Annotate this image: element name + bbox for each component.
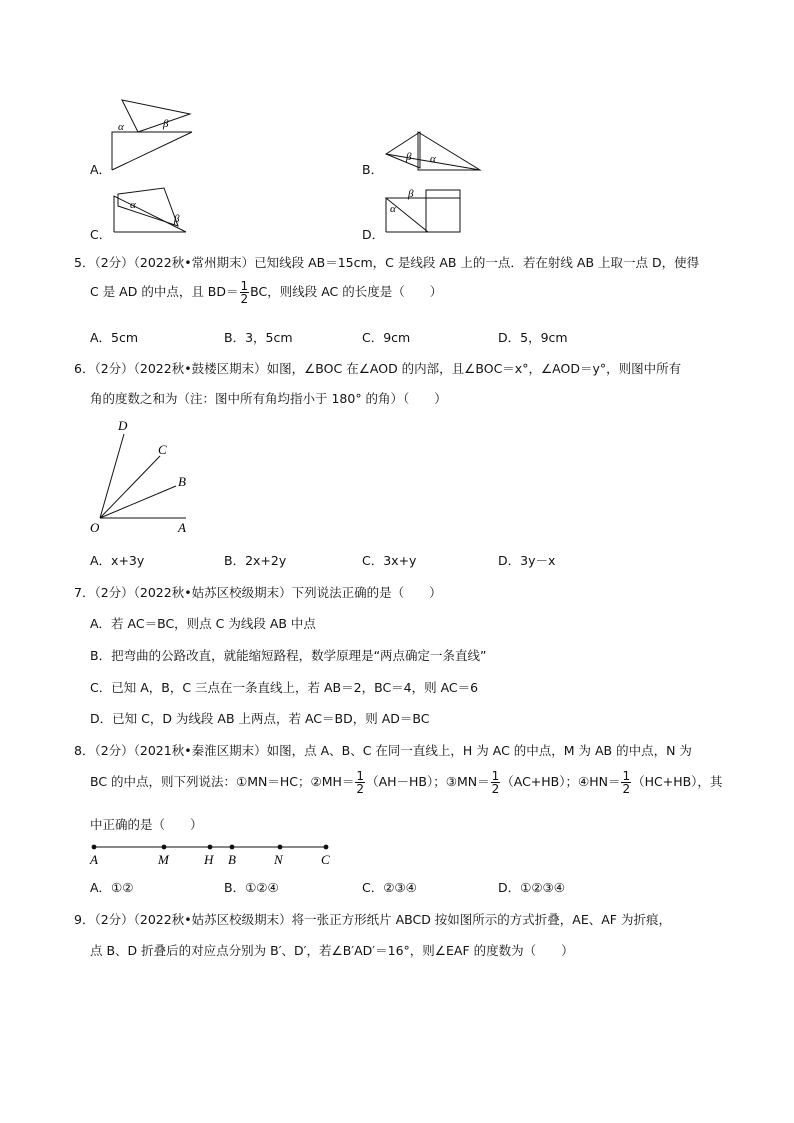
q8-seg-4: （HC+HB），其: [632, 774, 723, 789]
q8-figure: [86, 838, 336, 868]
q5-frac-den: 2: [240, 292, 249, 306]
q4-option-b-label: B．: [362, 162, 384, 177]
q8-stem-line3: 中正确的是（ ）: [90, 817, 203, 832]
q8-frac-2-num: 1: [491, 769, 500, 783]
q8-frac-1-num: 1: [356, 769, 365, 783]
q6-label-b: B: [178, 474, 186, 489]
q4-option-a-figure: [108, 96, 198, 172]
q4-b-alpha: α: [430, 153, 436, 165]
q8-stem-line1: 8．（2分）（2021秋•秦淮区期末）如图，点 A、B、C 在同一直线上，H 为 AC 的中点，M 为 AB 的中点，N 为: [74, 743, 692, 758]
q6-label-c: C: [158, 442, 167, 457]
q8-frac-3-den: 2: [622, 782, 631, 796]
q4-option-d-label: D．: [362, 227, 385, 242]
q6-option-d[interactable]: D．3y－x: [498, 553, 556, 568]
q8-seg-3: （AC+HB）；④HN＝: [501, 774, 621, 789]
q8-frac-1-den: 2: [356, 782, 365, 796]
q5-option-b[interactable]: B．3，5cm: [224, 330, 293, 345]
q4-option-d-figure: [380, 186, 470, 234]
q6-option-a[interactable]: A．x+3y: [90, 553, 145, 568]
q6-option-c[interactable]: C．3x+y: [362, 553, 417, 568]
q8-frac-3: [621, 770, 631, 795]
q5-fraction: [240, 280, 250, 305]
q4-option-b-figure: [380, 128, 490, 176]
q4-b-beta: β: [406, 151, 412, 163]
q4-c-beta: β: [174, 213, 180, 225]
q8-seg-1: BC 的中点，则下列说法：①MN＝HC；②MH＝: [90, 774, 355, 789]
q5-stem-line2-post: BC，则线段 AC 的长度是（ ）: [250, 284, 443, 299]
q8-label-h: H: [204, 852, 214, 867]
q8-option-c[interactable]: C．②③④: [362, 880, 417, 895]
q7-option-c[interactable]: C．已知 A，B，C 三点在一条直线上，若 AB＝2，BC＝4，则 AC＝6: [90, 680, 479, 695]
q8-seg-2: （AH－HB）；③MN＝: [366, 774, 490, 789]
q5-stem-line1: 5．（2分）（2022秋•常州期末）已知线段 AB＝15cm，C 是线段 AB 上的一点．若在射线 AB 上取一点 D，使得: [74, 255, 700, 270]
q8-frac-2-den: 2: [491, 782, 500, 796]
q7-option-d[interactable]: D．已知 C，D 为线段 AB 上两点，若 AC＝BD，则 AD＝BC: [90, 711, 430, 726]
q8-label-a: A: [90, 852, 98, 867]
q5-option-c[interactable]: C．9cm: [362, 330, 411, 345]
q6-label-d: D: [118, 418, 128, 433]
q8-label-m: M: [158, 852, 169, 867]
q6-label-a: A: [178, 520, 186, 535]
q8-label-n: N: [274, 852, 283, 867]
q4-c-alpha: α: [130, 199, 136, 211]
q6-figure: [86, 412, 206, 538]
q7-option-b[interactable]: B．把弯曲的公路改直，就能缩短路程，数学原理是“两点确定一条直线”: [90, 648, 487, 663]
q4-a-beta: β: [163, 118, 169, 130]
q5-frac-num: 1: [240, 279, 249, 293]
q8-frac-2: [491, 770, 501, 795]
q7-option-a[interactable]: A．若 AC＝BC，则点 C 为线段 AB 中点: [90, 616, 316, 631]
q6-stem-line1: 6．（2分）（2022秋•鼓楼区期末）如图，∠BOC 在∠AOD 的内部，且∠BOC＝x°，∠AOD＝y°，则图中所有: [74, 361, 682, 376]
q4-a-alpha: α: [118, 121, 124, 133]
q5-option-a[interactable]: A．5cm: [90, 330, 139, 345]
q4-d-beta: β: [408, 188, 414, 200]
q8-option-a[interactable]: A．①②: [90, 880, 134, 895]
q4-option-a-label: A．: [90, 162, 112, 177]
q4-option-c-label: C．: [90, 227, 112, 242]
q6-stem-line2: 角的度数之和为（注：图中所有角均指小于 180° 的角）（ ）: [90, 391, 447, 406]
q8-label-c: C: [321, 852, 330, 867]
q4-d-alpha: α: [390, 203, 396, 215]
q8-frac-3-num: 1: [622, 769, 631, 783]
q8-stem-line2: [90, 770, 722, 795]
q8-frac-1: [355, 770, 365, 795]
q8-option-b[interactable]: B．①②④: [224, 880, 279, 895]
q4-option-c-figure: [108, 186, 198, 234]
q8-option-d[interactable]: D．①②③④: [498, 880, 565, 895]
q7-stem: 7．（2分）（2022秋•姑苏区校级期末）下列说法正确的是（ ）: [74, 585, 442, 600]
q5-option-d[interactable]: D．5，9cm: [498, 330, 568, 345]
q9-stem-line2: 点 B、D 折叠后的对应点分别为 B′、D′，若∠B′AD′＝16°，则∠EAF 的度数为（ ）: [90, 943, 574, 958]
q6-option-b[interactable]: B．2x+2y: [224, 553, 287, 568]
q5-stem-line2-pre: C 是 AD 的中点，且 BD＝: [90, 284, 239, 299]
q8-label-b: B: [228, 852, 236, 867]
q5-stem-line2: [90, 280, 442, 305]
q6-label-o: O: [90, 520, 100, 535]
q9-stem-line1: 9．（2分）（2022秋•姑苏区校级期末）将一张正方形纸片 ABCD 按如图所示的方式折叠，AE、AF 为折痕，: [74, 912, 671, 927]
